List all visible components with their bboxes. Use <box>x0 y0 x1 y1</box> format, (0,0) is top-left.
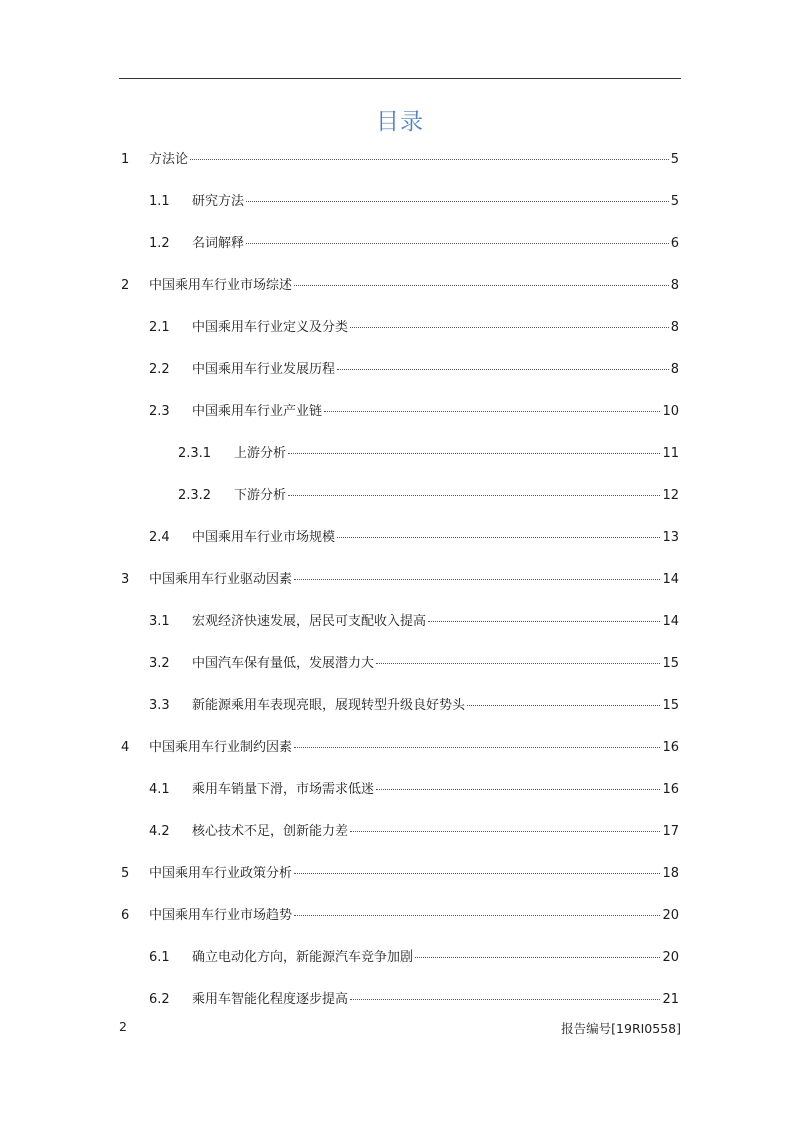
toc-dot-leader <box>324 401 660 412</box>
toc-entry-number: 4 <box>121 740 130 755</box>
toc-entry-title: 中国乘用车行业市场趋势 <box>149 908 293 923</box>
toc-dot-leader <box>467 695 660 706</box>
toc-entry[interactable] <box>149 822 679 842</box>
toc-entry[interactable] <box>121 150 679 170</box>
toc-entry-title: 中国乘用车行业政策分析 <box>149 866 293 881</box>
toc-entry-page: 5 <box>670 194 679 209</box>
toc-dot-leader <box>350 317 669 328</box>
toc-entry[interactable] <box>149 234 679 254</box>
toc-entry-number: 6 <box>121 908 130 923</box>
toc-entry-number: 4.2 <box>149 824 170 839</box>
page-number: 2 <box>119 1019 127 1034</box>
toc-entry-number: 3.3 <box>149 698 170 713</box>
toc-entry[interactable] <box>121 906 679 926</box>
toc-entry-page: 8 <box>670 320 679 335</box>
toc-dot-leader <box>294 905 660 916</box>
header-rule <box>119 78 681 79</box>
toc-entry-page: 21 <box>662 992 679 1007</box>
toc-entry-title: 研究方法 <box>192 194 245 209</box>
toc-entry-number: 6.1 <box>149 950 170 965</box>
toc-entry[interactable] <box>149 654 679 674</box>
toc-dot-leader <box>288 485 660 496</box>
toc-entry[interactable] <box>149 696 679 716</box>
toc-dot-leader <box>415 947 660 958</box>
toc-entry[interactable] <box>121 864 679 884</box>
toc-entry-page: 10 <box>662 404 679 419</box>
toc-entry-number: 1.2 <box>149 236 170 251</box>
toc-entry-page: 11 <box>662 446 679 461</box>
toc-entry-title: 中国乘用车行业市场综述 <box>149 278 293 293</box>
toc-entry-title: 乘用车智能化程度逐步提高 <box>192 992 349 1007</box>
toc-entry-title: 名词解释 <box>192 236 245 251</box>
toc-entry-number: 2.1 <box>149 320 170 335</box>
toc-entry-title: 新能源乘用车表现亮眼，展现转型升级良好势头 <box>192 698 466 713</box>
toc-entry-page: 8 <box>670 278 679 293</box>
toc-entry[interactable] <box>121 738 679 758</box>
toc-dot-leader <box>376 653 660 664</box>
toc-entry-title: 中国乘用车行业驱动因素 <box>149 572 293 587</box>
toc-entry-title: 乘用车销量下滑，市场需求低迷 <box>192 782 375 797</box>
toc-entry-title: 下游分析 <box>234 488 287 503</box>
toc-entry[interactable] <box>149 948 679 968</box>
toc-entry-page: 18 <box>662 866 679 881</box>
toc-entry-page: 15 <box>662 698 679 713</box>
toc-entry-page: 16 <box>662 782 679 797</box>
toc-entry-title: 确立电动化方向，新能源汽车竞争加剧 <box>192 950 414 965</box>
toc-dot-leader <box>288 443 660 454</box>
toc-dot-leader <box>350 989 660 1000</box>
toc-entry-title: 中国乘用车行业制约因素 <box>149 740 293 755</box>
toc-entry-page: 13 <box>662 530 679 545</box>
toc-entry-page: 8 <box>670 362 679 377</box>
toc-entry-page: 17 <box>662 824 679 839</box>
toc-dot-leader <box>350 821 660 832</box>
toc-entry-title: 宏观经济快速发展，居民可支配收入提高 <box>192 614 427 629</box>
toc-entry-number: 1 <box>121 152 130 167</box>
toc-entry-title: 中国乘用车行业市场规模 <box>192 530 336 545</box>
toc-entry-number: 1.1 <box>149 194 170 209</box>
report-code: 报告编号[19RI0558] <box>561 1021 681 1036</box>
toc-dot-leader <box>294 569 660 580</box>
toc-entry-number: 3 <box>121 572 130 587</box>
toc-entry-title: 核心技术不足，创新能力差 <box>192 824 349 839</box>
page-footer <box>119 1019 681 1037</box>
toc-entry-page: 6 <box>670 236 679 251</box>
toc-entry-number: 2.3.1 <box>178 446 212 461</box>
toc-entry[interactable] <box>149 780 679 800</box>
toc-entry-title: 方法论 <box>149 152 189 167</box>
toc-dot-leader <box>246 233 669 244</box>
toc-entry-title: 中国乘用车行业发展历程 <box>192 362 336 377</box>
toc-entry[interactable] <box>149 318 679 338</box>
toc-entry[interactable] <box>149 192 679 212</box>
toc-dot-leader <box>246 191 669 202</box>
toc-entry-page: 20 <box>662 908 679 923</box>
toc-entry[interactable] <box>149 528 679 548</box>
toc-entry-number: 5 <box>121 866 130 881</box>
toc-entry-number: 4.1 <box>149 782 170 797</box>
toc-entry[interactable] <box>149 402 679 422</box>
toc-entry-number: 2.3 <box>149 404 170 419</box>
toc-dot-leader <box>294 737 660 748</box>
toc-entry[interactable] <box>149 990 679 1010</box>
toc-entry-page: 12 <box>662 488 679 503</box>
toc-title: 目录 <box>376 109 424 135</box>
toc-entry-page: 5 <box>670 152 679 167</box>
toc-entry-number: 2.3.2 <box>178 488 212 503</box>
toc-entry[interactable] <box>178 444 679 464</box>
toc-entry-page: 14 <box>662 614 679 629</box>
toc-entry-page: 14 <box>662 572 679 587</box>
toc-entry-number: 6.2 <box>149 992 170 1007</box>
toc-dot-leader <box>294 275 669 286</box>
toc-entry-number: 3.2 <box>149 656 170 671</box>
toc-dot-leader <box>337 527 660 538</box>
toc-entry-title: 中国乘用车行业定义及分类 <box>192 320 349 335</box>
toc-entry-number: 3.1 <box>149 614 170 629</box>
toc-entry[interactable] <box>121 276 679 296</box>
toc-dot-leader <box>337 359 669 370</box>
toc-entry-title: 中国乘用车行业产业链 <box>192 404 323 419</box>
toc-entry-number: 2 <box>121 278 130 293</box>
toc-entry-page: 16 <box>662 740 679 755</box>
toc-entry-page: 15 <box>662 656 679 671</box>
toc-entry-page: 20 <box>662 950 679 965</box>
toc-entry[interactable] <box>121 570 679 590</box>
toc-dot-leader <box>376 779 660 790</box>
toc-entry-title: 中国汽车保有量低，发展潜力大 <box>192 656 375 671</box>
toc-entry[interactable] <box>178 486 679 506</box>
toc-entry-number: 2.4 <box>149 530 170 545</box>
toc-entry[interactable] <box>149 612 679 632</box>
toc-dot-leader <box>428 611 660 622</box>
toc-dot-leader <box>294 863 660 874</box>
toc-dot-leader <box>190 149 669 160</box>
toc-entry-number: 2.2 <box>149 362 170 377</box>
toc-entry-title: 上游分析 <box>234 446 287 461</box>
toc-entry[interactable] <box>149 360 679 380</box>
